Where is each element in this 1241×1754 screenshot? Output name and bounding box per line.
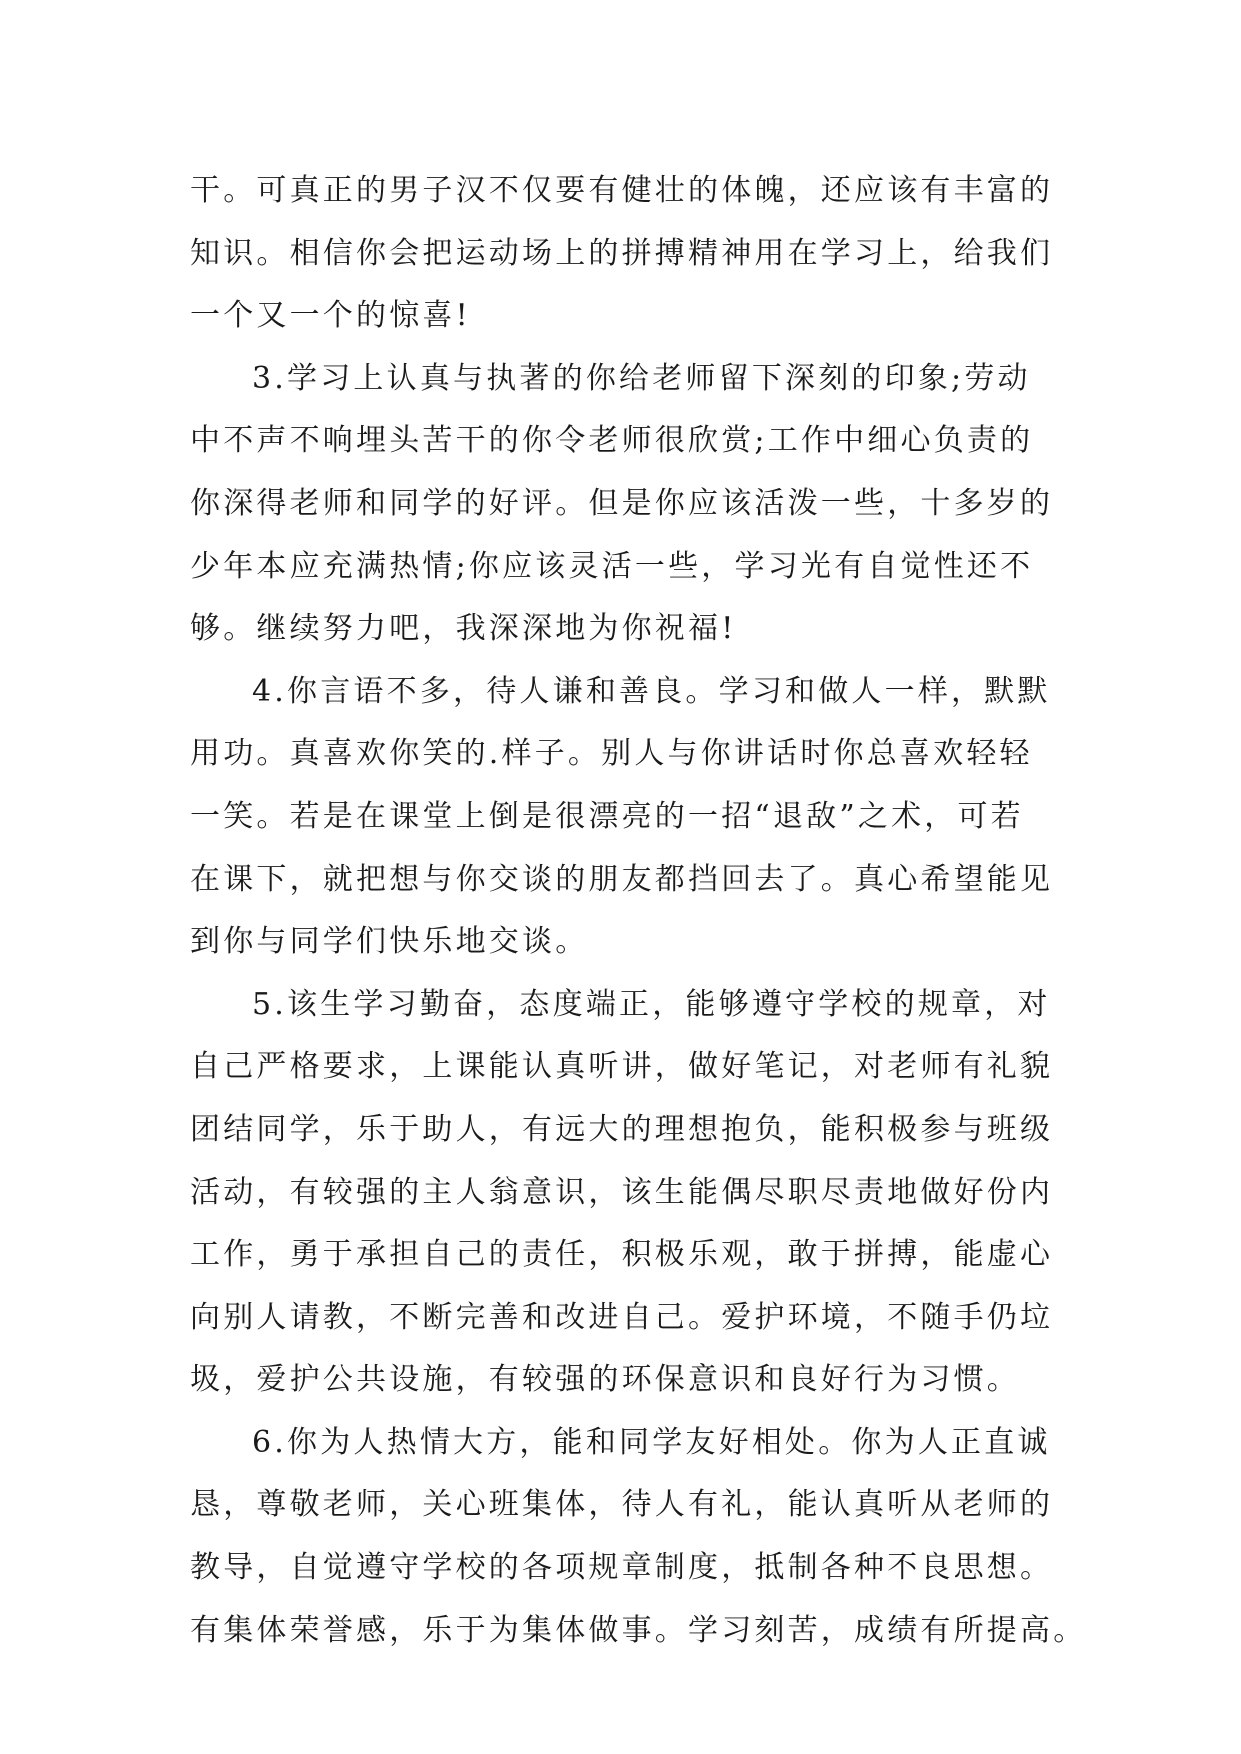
document-page <box>190 160 1087 1662</box>
text-line: 教导，自觉遵守学校的各项规章制度，抵制各种不良思想。 <box>190 1550 1054 1586</box>
text-line: 自己严格要求，上课能认真听讲，做好笔记，对老师有礼貌 <box>190 1049 1054 1085</box>
paragraph-4-first-line: 4.你言语不多，待人谦和善良。学习和做人一样，默默 <box>252 673 1051 709</box>
text-line: 一笑。若是在课堂上倒是很漂亮的一招“退敌”之术，可若 <box>190 798 1024 834</box>
text-line: 向别人请教，不断完善和改进自己。爱护环境，不随手仍垃 <box>190 1299 1054 1335</box>
paragraph-6-first-line: 6.你为人热情大方，能和同学友好相处。你为人正直诚 <box>252 1424 1051 1460</box>
text-line: 圾，爱护公共设施，有较强的环保意识和良好行为习惯。 <box>190 1362 1020 1398</box>
paragraph-3-first-line: 3.学习上认真与执著的你给老师留下深刻的印象;劳动 <box>252 360 1031 396</box>
paragraph-5-first-line: 5.该生学习勤奋，态度端正，能够遵守学校的规章，对 <box>252 986 1051 1022</box>
text-line: 团结同学，乐于助人，有远大的理想抱负，能积极参与班级 <box>190 1111 1054 1147</box>
text-line: 中不声不响埋头苦干的你令老师很欣赏;工作中细心负责的 <box>190 423 1034 459</box>
text-line: 有集体荣誉感，乐于为集体做事。学习刻苦，成绩有所提高。 <box>190 1612 1087 1648</box>
text-line: 知识。相信你会把运动场上的拼搏精神用在学习上，给我们 <box>190 235 1054 271</box>
text-line: 在课下，就把想与你交谈的朋友都挡回去了。真心希望能见 <box>190 861 1054 897</box>
text-line: 干。可真正的男子汉不仅要有健壮的体魄，还应该有丰富的 <box>190 173 1054 208</box>
text-line: 到你与同学们快乐地交谈。 <box>190 924 589 960</box>
text-line: 一个又一个的惊喜! <box>190 298 471 334</box>
text-line: 恳，尊敬老师，关心班集体，待人有礼，能认真听从老师的 <box>190 1487 1054 1523</box>
text-line: 活动，有较强的主人翁意识，该生能偶尽职尽责地做好份内 <box>190 1174 1054 1210</box>
text-line: 你深得老师和同学的好评。但是你应该活泼一些，十多岁的 <box>190 485 1054 521</box>
text-line: 用功。真喜欢你笑的.样子。别人与你讲话时你总喜欢轻轻 <box>190 736 1033 772</box>
text-line: 少年本应充满热情;你应该灵活一些，学习光有自觉性还不 <box>190 548 1034 584</box>
text-line: 工作，勇于承担自己的责任，积极乐观，敢于拼搏，能虚心 <box>190 1237 1054 1273</box>
text-line: 够。继续努力吧，我深深地为你祝福! <box>190 611 737 647</box>
